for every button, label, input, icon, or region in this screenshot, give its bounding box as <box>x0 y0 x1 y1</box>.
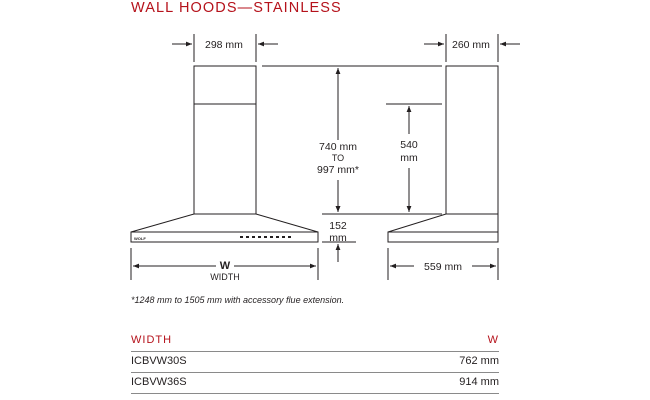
height-range-line2: TO <box>331 153 345 163</box>
side-height-line1: 540 <box>400 139 418 151</box>
specs-table <box>131 333 499 394</box>
table-header <box>131 333 499 352</box>
value-cell: 762 mm <box>459 355 499 367</box>
front-view-hood <box>131 66 318 242</box>
width-symbol: W <box>219 260 231 272</box>
model-cell: ICBVW36S <box>131 376 187 388</box>
table-row <box>131 352 499 373</box>
footnote: *1248 mm to 1505 mm with accessory flue extension. <box>131 295 345 305</box>
header-w: W <box>487 334 499 346</box>
top-width-side-label: 260 mm <box>452 39 490 51</box>
front-flue-upper <box>194 66 256 104</box>
front-flue-lower <box>194 104 256 214</box>
brand-logo: WOLF <box>134 236 146 241</box>
page-title: WALL HOODS—STAINLESS <box>131 0 342 16</box>
side-flue <box>446 66 498 214</box>
model-cell: ICBVW30S <box>131 355 187 367</box>
depth-label: 559 mm <box>424 261 462 273</box>
side-height-line2: mm <box>400 152 418 164</box>
width-label: WIDTH <box>210 272 240 282</box>
front-canopy <box>131 214 318 232</box>
table-row <box>131 373 499 394</box>
height-range-line3: 997 mm* <box>316 164 360 176</box>
top-width-front-label: 298 mm <box>205 39 243 51</box>
canopy-height-line1: 152 <box>329 220 347 232</box>
height-range-line1: 740 mm <box>319 141 357 153</box>
control-buttons <box>240 236 291 238</box>
side-canopy-base <box>388 232 498 242</box>
side-canopy <box>388 214 498 232</box>
header-width: WIDTH <box>131 334 173 346</box>
value-cell: 914 mm <box>459 376 499 388</box>
canopy-height-line2: mm <box>329 232 347 244</box>
